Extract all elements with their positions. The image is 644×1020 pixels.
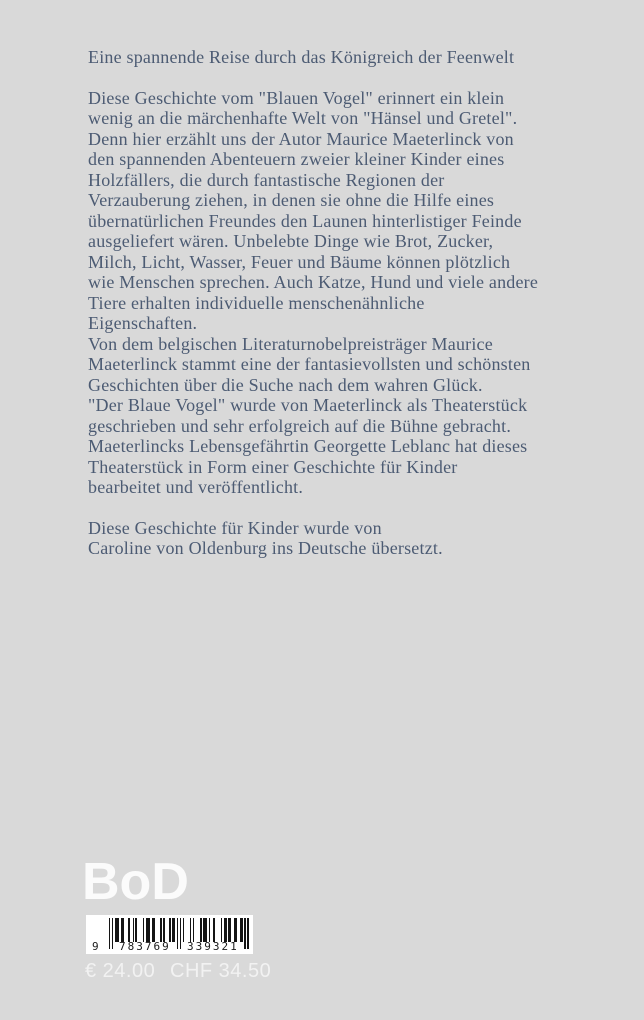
price-chf: CHF 34.50 — [170, 960, 272, 982]
blurb-text-block — [88, 47, 538, 559]
blurb-line: Milch, Licht, Wasser, Feuer und Bäume können plötzlich — [88, 251, 511, 272]
bod-publisher-logo: BoD — [82, 853, 189, 911]
isbn-digit-group1: 783769 — [119, 940, 171, 953]
translator-credit-line: Caroline von Oldenburg ins Deutsche übersetzt. — [88, 538, 443, 558]
blurb-line: geschrieben und sehr erfolgreich auf die Bühne gebracht. — [88, 415, 512, 436]
price-eur: € 24.00 — [85, 960, 156, 982]
blurb-line: den spannenden Abenteuern zweier kleiner Kinder eines — [88, 149, 505, 169]
blurb-line: Tiere erhalten individuelle menschenähnliche — [88, 292, 425, 313]
blank-line — [88, 498, 538, 518]
isbn-digit-group2: 339321 — [187, 940, 239, 953]
blurb-line: wie Menschen sprechen. Auch Katze, Hund und viele andere — [88, 272, 539, 292]
tagline: Eine spannende Reise durch das Königreich der Feenwelt — [88, 47, 515, 67]
blurb-line: Geschichten über die Suche nach dem wahren Glück. — [88, 374, 483, 395]
blurb-line: bearbeitet und veröffentlicht. — [88, 477, 304, 497]
blurb-line: ausgeliefert wären. Unbelebte Dinge wie Brot, Zucker, — [88, 231, 494, 251]
isbn-barcode — [86, 915, 253, 954]
blurb-line: Eigenschaften. — [88, 313, 198, 333]
isbn-digit-lead: 9 — [92, 940, 99, 953]
blurb-line: übernatürlichen Freundes den Launen hinterlistiger Feinde — [88, 210, 522, 231]
blurb-line: wenig an die märchenhafte Welt von "Hänsel und Gretel". — [88, 108, 518, 128]
blurb-line: Diese Geschichte vom "Blauen Vogel" erinnert ein klein — [88, 87, 505, 108]
translator-credit-line: Diese Geschichte für Kinder wurde von — [88, 517, 382, 538]
blurb-line: Von dem belgischen Literaturnobelpreisträger Maurice — [88, 333, 493, 354]
blurb-line: "Der Blaue Vogel" wurde von Maeterlinck als Theaterstück — [88, 395, 528, 415]
blurb-line: Maeterlinck stammt eine der fantasievollsten und schönsten — [88, 354, 531, 374]
blurb-line: Denn hier erzählt uns der Autor Maurice Maeterlinck von — [88, 128, 514, 149]
blurb-line: Verzauberung ziehen, in denen sie ohne die Hilfe eines — [88, 190, 495, 210]
blank-line — [88, 68, 538, 88]
blurb-line: Theaterstück in Form einer Geschichte für Kinder — [88, 456, 458, 477]
blurb-line: Maeterlincks Lebensgefährtin Georgette Leblanc hat dieses — [88, 436, 528, 456]
blurb-line: Holzfällers, die durch fantastische Regionen der — [88, 169, 445, 190]
